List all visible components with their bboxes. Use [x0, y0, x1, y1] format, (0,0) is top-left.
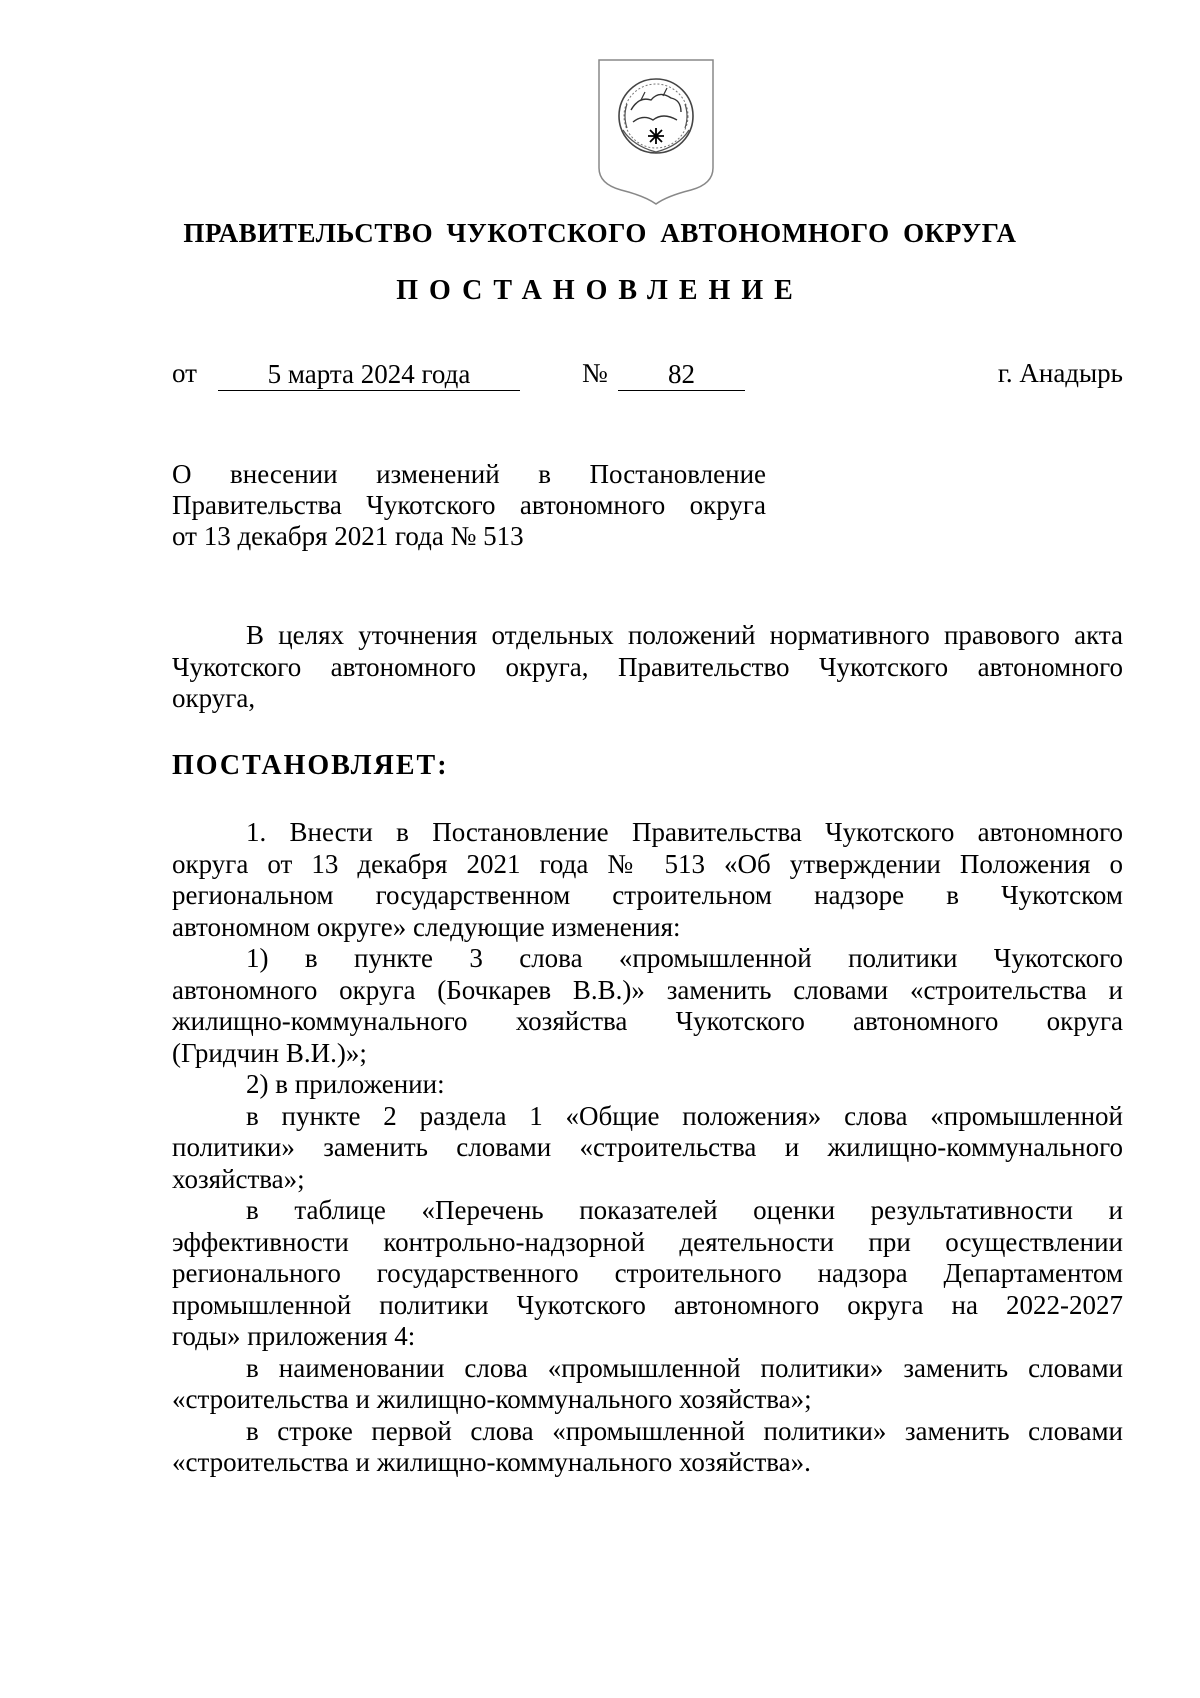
body-line: хозяйства»; — [172, 1163, 305, 1194]
body-line: автономного округа (Бочкарев В.В.)» заменить словами «строительства и — [172, 974, 1123, 1005]
preamble-line: Чукотского автономного округа, Правительство Чукотского автономного — [172, 651, 1123, 682]
document-number: 82 — [618, 358, 745, 391]
body-line: политики» заменить словами «строительства и жилищно-коммунального — [172, 1132, 1123, 1162]
body-line: в строке первой слова «промышленной политики» заменить словами — [246, 1415, 1123, 1446]
body-line: региональном государственном строительном надзоре в Чукотском — [172, 880, 1123, 910]
coat-of-arms-emblem — [593, 56, 719, 206]
body-line: «строительства и жилищно-коммунального хозяйства»; — [172, 1384, 812, 1414]
document-type-title: ПОСТАНОВЛЕНИЕ — [396, 275, 804, 306]
body-line: округа от 13 декабря 2021 года № 513 «Об утверждении Положения о — [172, 848, 1123, 879]
subject-line: О внесении изменений в Постановление — [172, 459, 766, 489]
body-line: в таблице «Перечень показателей оценки результативности и — [246, 1195, 1123, 1225]
body-line: промышленной политики Чукотского автономного округа на 2022-2027 — [172, 1289, 1123, 1320]
body-line: в пункте 2 раздела 1 «Общие положения» слова «промышленной — [246, 1100, 1123, 1131]
body-line: 2) в приложении: — [246, 1069, 445, 1099]
subject-line: от 13 декабря 2021 года № 513 — [172, 521, 524, 551]
preamble-line: округа, — [172, 683, 256, 713]
body-line: автономном округе» следующие изменения: — [172, 911, 681, 942]
body-line: жилищно-коммунального хозяйства Чукотского автономного округа — [172, 1006, 1123, 1036]
decree-body — [172, 817, 1123, 1479]
body-line: в наименовании слова «промышленной политики» заменить словами — [246, 1352, 1123, 1383]
city-label: г. Анадырь — [997, 358, 1123, 388]
body-line: «строительства и жилищно-коммунального хозяйства». — [172, 1447, 811, 1477]
body-line: регионального государственного строительного надзора Департаментом — [172, 1258, 1123, 1288]
number-sign-label: № — [582, 358, 608, 388]
preamble-paragraph — [172, 620, 1123, 715]
document-subject — [172, 459, 766, 552]
date-prefix-label: от — [172, 358, 197, 388]
decree-heading: ПОСТАНОВЛЯЕТ: — [172, 750, 449, 781]
document-date: 5 марта 2024 года — [218, 358, 520, 391]
body-line: 1. Внести в Постановление Правительства Чукотского автономного — [246, 817, 1123, 847]
body-line: (Гридчин В.И.)»; — [172, 1037, 367, 1068]
preamble-line: В целях уточнения отдельных положений нормативного правового акта — [246, 620, 1123, 650]
body-line: эффективности контрольно-надзорной деятельности при осуществлении — [172, 1226, 1123, 1257]
subject-line: Правительства Чукотского автономного округа — [172, 490, 766, 520]
body-line: 1) в пункте 3 слова «промышленной политики Чукотского — [246, 943, 1123, 973]
government-title: ПРАВИТЕЛЬСТВО ЧУКОТСКОГО АВТОНОМНОГО ОКРУГА — [183, 218, 1017, 248]
document-meta-row — [172, 358, 1123, 398]
body-line: годы» приложения 4: — [172, 1321, 416, 1351]
